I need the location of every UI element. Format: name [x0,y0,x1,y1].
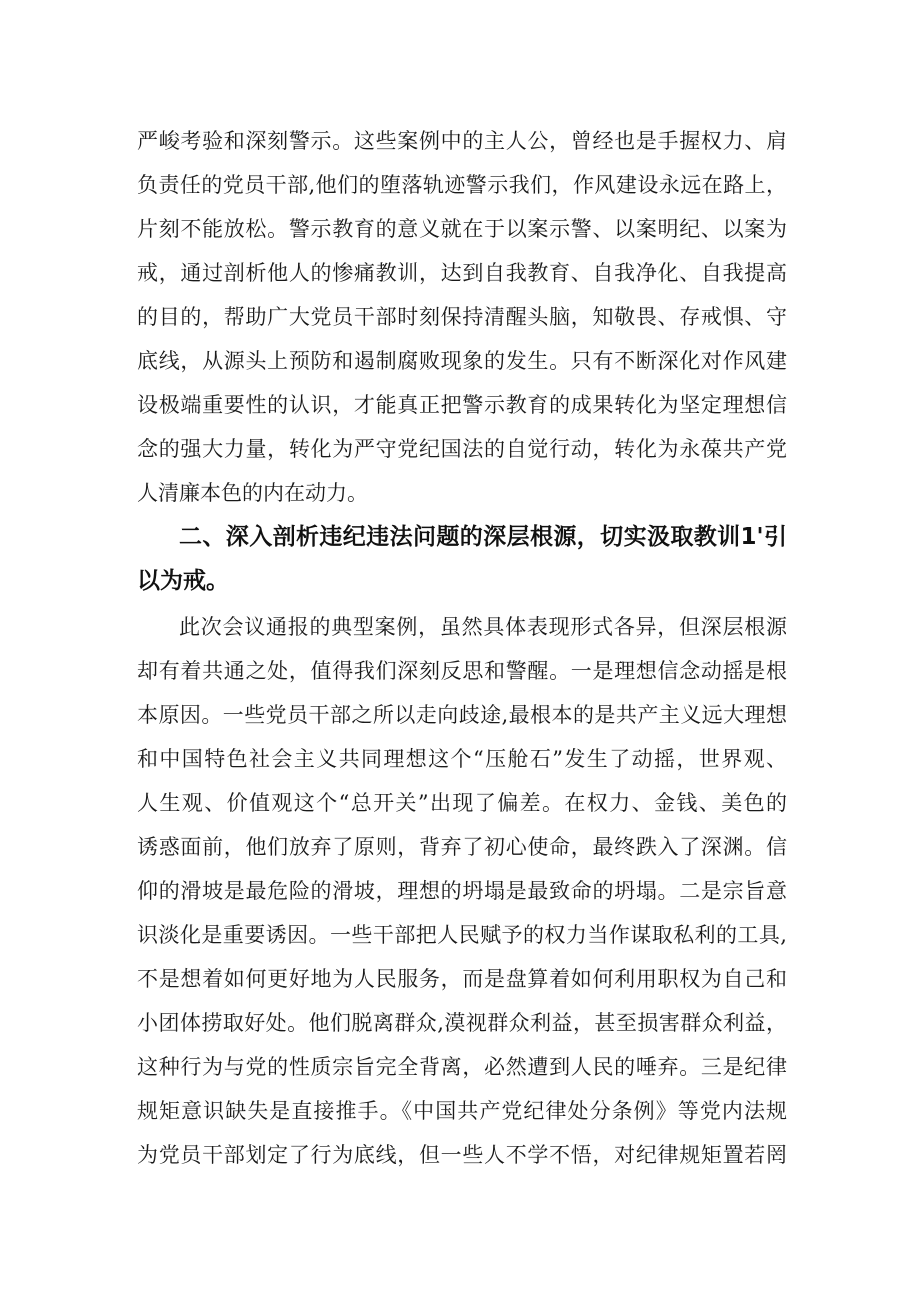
paragraph-2-line-4: 和中国特色社会主义共同理想这个“压舱石”发生了动摇，世界观、 [137,747,787,771]
paragraph-2-line-1: 此次会议通报的典型案例，虽然具体表现形式各异，但深层根源 [179,615,787,639]
section-heading-line-1: 二、深入剖析违纪违法问题的深层根源，切实汲取教训1'引 [179,524,787,550]
paragraph-2-line-10: 小团体捞取好处。他们脱离群众,漠视群众利益，甚至损害群众利益， [137,1011,787,1035]
paragraph-1-line-2: 负责任的党员干部,他们的堕落轨迹警示我们，作风建设永远在路上， [137,173,787,197]
section-heading-line-2: 以为戒。 [137,568,229,594]
paragraph-1-line-8: 念的强大力量，转化为严守党纪国法的自觉行动，转化为永葆共产党 [137,437,787,461]
paragraph-2-line-8: 识淡化是重要诱因。一些干部把人民赋予的权力当作谋取私利的工具, [137,923,787,947]
paragraph-1-line-6: 底线，从源头上预防和遏制腐败现象的发生。只有不断深化对作风建 [137,349,787,373]
paragraph-2-line-2: 却有着共通之处，值得我们深刻反思和警醒。一是理想信念动摇是根 [137,659,787,683]
paragraph-2-line-12: 规矩意识缺失是直接推手。《中国共产党纪律处分条例》等党内法规 [137,1099,787,1123]
paragraph-1-line-9: 人清廉本色的内在动力。 [137,481,368,505]
paragraph-2-line-6: 诱惑面前，他们放弃了原则，背弃了初心使命，最终跌入了深渊。信 [137,835,787,859]
paragraph-1-line-5: 的目的，帮助广大党员干部时刻保持清醒头脑，知敬畏、存戒惧、守 [137,305,787,329]
paragraph-2-line-9: 不是想着如何更好地为人民服务，而是盘算着如何利用职权为自己和 [137,967,787,991]
paragraph-1-line-1: 严峻考验和深刻警示。这些案例中的主人公，曾经也是手握权力、肩 [137,129,787,153]
paragraph-1-line-4: 戒，通过剖析他人的惨痛教训，达到自我教育、自我净化、自我提高 [137,261,787,285]
paragraph-2-line-5: 人生观、价值观这个“总开关”出现了偏差。在权力、金钱、美色的 [137,791,787,815]
paragraph-2-line-7: 仰的滑坡是最危险的滑坡，理想的坍塌是最致命的坍塌。二是宗旨意 [137,879,787,903]
paragraph-2-line-11: 这种行为与党的性质宗旨完全背离，必然遭到人民的唾弃。三是纪律 [137,1055,787,1079]
paragraph-1-line-7: 设极端重要性的认识，才能真正把警示教育的成果转化为坚定理想信 [137,393,787,417]
paragraph-2-line-3: 本原因。一些党员干部之所以走向歧途,最根本的是共产主义远大理想 [137,703,787,727]
paragraph-2-line-13: 为党员干部划定了行为底线，但一些人不学不悟，对纪律规矩置若罔 [137,1143,787,1167]
paragraph-1-line-3: 片刻不能放松。警示教育的意义就在于以案示警、以案明纪、以案为 [137,217,787,241]
